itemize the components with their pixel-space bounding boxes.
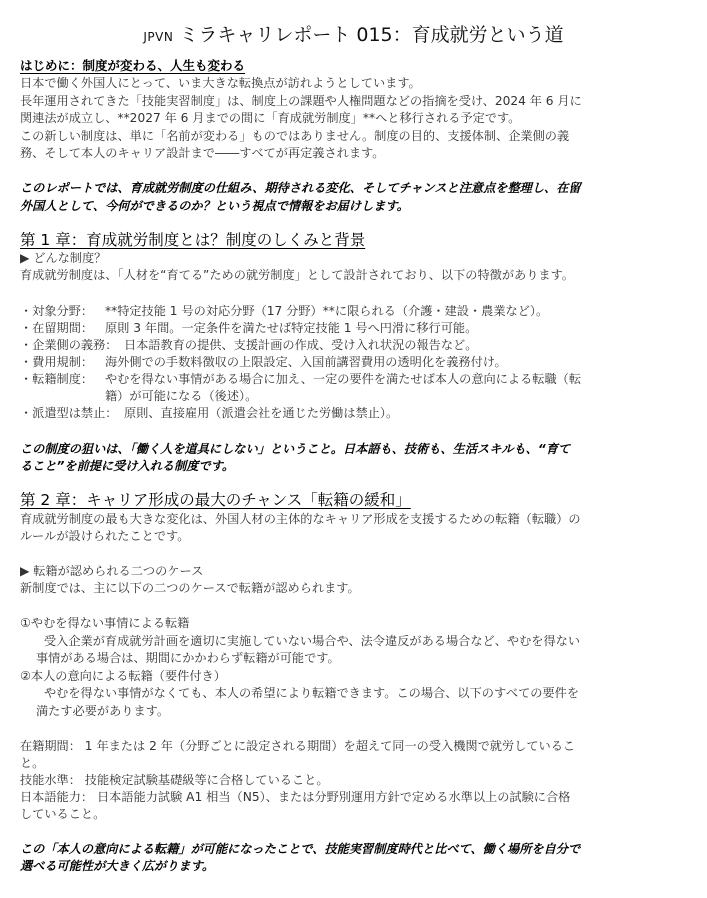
- intro-heading: はじめに：制度が変わる、人生も変わる: [20, 58, 246, 73]
- chapter2-lead-line: 育成就労制度の最も大きな変化は、外国人材の主体的なキャリア形成を支援するための転籍（転職）の: [20, 512, 581, 526]
- intro-emphasis-line: このレポートでは、育成就労制度の仕組み、期待される変化、そしてチャンスと注意点を整理し、在留: [20, 181, 581, 195]
- chapter2-subheading: ▶ 転籍が認められる二つのケース: [20, 564, 204, 578]
- feature-text: 海外側での手数料徴収の上限設定、入国前講習費用の透明化を義務付け。: [105, 355, 507, 369]
- feature-text: 籍）が可能になる（後述）。: [105, 389, 258, 403]
- case1-text-line: 受入企業が育成就労計画を適切に実施していない場合や、法令違反がある場合など、やむを得ない: [44, 634, 581, 648]
- case2-title: ②本人の意向による転籍（要件付き）: [20, 669, 226, 683]
- chapter2-heading: 第 2 章：キャリア形成の最大のチャンス「転籍の緩和」: [20, 491, 411, 509]
- feature-label: ・費用規制：: [20, 355, 94, 369]
- feature-text: 日本語教育の提供、支援計画の作成、受け入れ状況の報告など。: [124, 338, 478, 352]
- feature-text: 原則、直接雇用（派遣会社を通じた労働は禁止）。: [124, 406, 399, 420]
- chapter2-emphasis-line: 選べる可能性が大きく広がります。: [20, 859, 215, 873]
- requirement-line: 在籍期間： 1 年または 2 年（分野ごとに設定される期間）を超えて同一の受入機関で就労しているこ: [20, 739, 576, 753]
- feature-item: [20, 354, 507, 371]
- chapter2-lead-line: ルールが設けられたことです。: [20, 529, 190, 543]
- feature-item: [20, 371, 581, 388]
- requirement-line: 日本語能力： 日本語能力試験 A1 相当（N5）、または分野別運用方針で定める水準以上の試験に合格: [20, 790, 571, 804]
- feature-label: ・在留期間：: [20, 321, 94, 335]
- intro-emphasis-line: 外国人として、今何ができるのか？という視点で情報をお届けします。: [20, 199, 409, 213]
- case1-title: ①やむを得ない事情による転籍: [20, 616, 190, 630]
- case1-text-line: 事情がある場合は、期間にかかわらず転籍が可能です。: [36, 651, 340, 665]
- intro-paragraph-line: この新しい制度は、単に「名前が変わる」ものではありません。制度の目的、支援体制、企業側の義: [20, 129, 570, 143]
- report-title: [0, 20, 707, 47]
- feature-label: ・対象分野：: [20, 304, 94, 318]
- intro-paragraph-line: 関連法が成立し、**2027 年 6 月までの間に「育成就労制度」**へと移行される予定です。: [20, 111, 521, 125]
- feature-label: ・企業側の義務：: [20, 338, 118, 352]
- chapter1-emphasis-line: この制度の狙いは、「働く人を道具にしない」ということ。日本語も、技術も、生活スキルも、“育て: [20, 442, 571, 456]
- feature-item: [20, 388, 257, 405]
- chapter2-emphasis-line: この「本人の意向による転籍」が可能になったことで、技能実習制度時代と比べて、働く場所を自分で: [20, 842, 581, 856]
- requirement-line: 技能水準： 技能検定試験基礎級等に合格していること。: [20, 773, 329, 787]
- report-title-text: ミラキャリレポート 015：育成就労という道: [179, 24, 564, 46]
- case2-text-line: 満たす必要があります。: [36, 704, 170, 718]
- feature-item: [20, 320, 477, 337]
- chapter2-sub-lead: 新制度では、主に以下の二つのケースで転籍が認められます。: [20, 581, 360, 595]
- case2-text-line: やむを得ない事情がなくても、本人の希望により転籍できます。この場合、以下のすべての要件を: [44, 686, 580, 700]
- feature-text: 原則 3 年間。一定条件を満たせば特定技能 1 号へ円滑に移行可能。: [105, 321, 478, 335]
- requirement-line: していること。: [20, 807, 106, 821]
- feature-item: [20, 337, 477, 354]
- intro-paragraph-line: 務、そして本人のキャリア設計まで――すべてが再定義されます。: [20, 146, 385, 160]
- chapter1-lead: 育成就労制度は、「人材を“育てる”ための就労制度」として設計されており、以下の特徴があります。: [20, 268, 574, 282]
- feature-label: ・転籍制度：: [20, 372, 94, 386]
- chapter1-emphasis-line: ること”を前提に受け入れる制度です。: [20, 459, 235, 473]
- feature-item: [20, 303, 548, 320]
- feature-text: やむを得ない事情がある場合に加え、一定の要件を満たせば本人の意向による転職（転: [105, 372, 582, 386]
- feature-item: [20, 405, 398, 422]
- intro-paragraph-line: 日本で働く外国人にとって、いま大きな転換点が訪れようとしています。: [20, 76, 421, 90]
- requirement-line: と。: [20, 756, 45, 770]
- brand-logo-text: JPVN: [143, 30, 174, 44]
- chapter1-heading: 第 1 章：育成就労制度とは？制度のしくみと背景: [20, 231, 366, 249]
- feature-label: ・派遣型は禁止：: [20, 406, 118, 420]
- chapter1-subheading: ▶ どんな制度？: [20, 251, 107, 265]
- feature-text: **特定技能 1 号の対応分野（17 分野）**に限られる（介護・建設・農業など）。: [105, 304, 549, 318]
- intro-paragraph-line: 長年運用されてきた「技能実習制度」は、制度上の課題や人権問題などの指摘を受け、2024 年 6 月に: [20, 94, 582, 108]
